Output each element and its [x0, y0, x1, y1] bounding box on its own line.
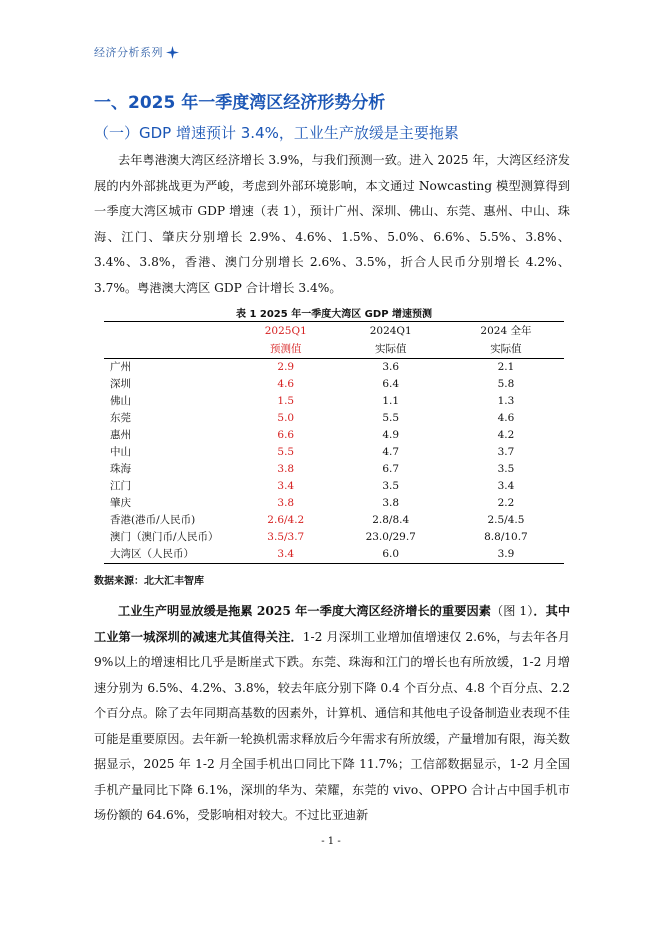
city-cell: 广州 [110, 361, 131, 373]
actual-2024-full-cell: 3.5 [497, 463, 515, 475]
actual-2024-full-cell: 3.4 [497, 480, 515, 492]
city-cell: 大湾区（人民币） [104, 546, 238, 564]
actual-2024-full-cell: 1.3 [497, 395, 515, 407]
city-cell: 惠州 [110, 429, 131, 441]
city-cell: 东莞 [110, 412, 131, 424]
series-label [94, 44, 179, 60]
table-row [104, 376, 564, 393]
actual-2024-full-cell: 4.2 [497, 429, 515, 441]
table-row [104, 546, 564, 564]
city-cell: 深圳 [110, 378, 131, 390]
city-cell: 澳门（澳门币/人民币） [110, 531, 219, 543]
subsection-title: （一）GDP 增速预计 3.4%，工业生产放缓是主要拖累 [94, 124, 459, 142]
forecast-cell: 3.8 [277, 497, 295, 509]
city-cell: 江门 [110, 480, 131, 492]
actual-2024q1-cell: 3.8 [382, 497, 400, 509]
actual-2024q1-cell: 3.6 [382, 361, 400, 373]
intro-paragraph: 去年粤港澳大湾区经济增长 3.9%，与我们预测一致。进入 2025 年，大湾区经济发展的内外部挑战更为严峻，考虑到外部环境影响，本文通过 Nowcasting 模型测算得到一季度大湾区城市 GDP 增速（表 1），预计广州、深圳、佛山、东莞、惠州、中山、珠海、江门、肇庆分别增长 2.9%、4.6%、1.5%、5.0%、6.6%、5.5%、3.8%、3.4%、3.8%，香港、澳门分别增长 2.6%、3.5%，折合人民币分别增长 4.2%、3.7%。粤港澳大湾区 GDP 合计增长 3.4%。 [94, 153, 570, 295]
page-number: - 1 - [321, 836, 341, 847]
actual-2024-full-cell: 5.8 [497, 378, 515, 390]
city-cell: 肇庆 [110, 497, 131, 509]
table-row [104, 427, 564, 444]
table-row [104, 529, 564, 546]
forecast-cell: 2.9 [277, 361, 295, 373]
actual-2024-full-cell: 4.6 [497, 412, 515, 424]
forecast-cell: 5.5 [277, 446, 295, 458]
city-cell: 珠海 [110, 463, 131, 475]
actual-2024q1-cell: 4.7 [382, 446, 400, 458]
header-2025q1: 2025Q1 [238, 322, 334, 341]
subheader-forecast: 预测值 [238, 340, 334, 359]
bold-lead: 工业生产明显放缓是拖累 2025 年一季度大湾区经济增长的重要因素 [118, 604, 491, 618]
table-subheader-row [104, 340, 564, 359]
table-row [104, 495, 564, 512]
series-label-text: 经济分析系列 [94, 46, 163, 59]
star-icon [166, 46, 179, 59]
forecast-cell: 3.4 [238, 546, 334, 564]
forecast-cell: 1.5 [277, 395, 295, 407]
actual-2024q1-cell: 5.5 [382, 412, 400, 424]
table-row [104, 478, 564, 495]
actual-2024q1-cell: 23.0/29.7 [365, 531, 416, 543]
forecast-cell: 5.0 [277, 412, 295, 424]
gdp-table [104, 321, 564, 564]
subheader-city [104, 340, 238, 359]
section-title: 一、2025 年一季度湾区经济形势分析 [94, 93, 386, 113]
actual-2024-full-cell: 2.1 [497, 361, 515, 373]
header-2024q1: 2024Q1 [334, 322, 448, 341]
actual-2024-full-cell: 3.9 [448, 546, 564, 564]
header-city [104, 322, 238, 341]
table-row [104, 461, 564, 478]
table-caption: 表 1 2025 年一季度大湾区 GDP 增速预测 [235, 309, 433, 320]
industry-paragraph [94, 599, 570, 829]
city-cell: 佛山 [110, 395, 131, 407]
table-row [104, 359, 564, 377]
header-2024-full: 2024 全年 [448, 322, 564, 341]
actual-2024-full-cell: 8.8/10.7 [484, 531, 528, 543]
table-header-row [104, 322, 564, 341]
table-row [104, 512, 564, 529]
actual-2024q1-cell: 2.8/8.4 [372, 514, 410, 526]
forecast-cell: 2.6/4.2 [267, 514, 305, 526]
forecast-cell: 6.6 [277, 429, 295, 441]
actual-2024q1-cell: 3.5 [382, 480, 400, 492]
actual-2024-full-cell: 3.7 [497, 446, 515, 458]
actual-2024q1-cell: 6.0 [334, 546, 448, 564]
actual-2024q1-cell: 6.4 [382, 378, 400, 390]
paragraph-body: 1-2 月深圳工业增加值增速仅 2.6%，与去年各月 9%以上的增速相比几乎是断崖式下跌。东莞、珠海和江门的增长也有所放缓，1-2 月增速分别为 6.5%、4.2%、3.8%，较去年底分别下降 0.4 个百分点、4.8 个百分点、2.2 个百分点。除了去年同期高基数的因素外，计算机、通信和其他电子设备制造业表现不佳可能是重要原因。去年新一轮换机需求释放后今年需求有所放缓，产量增加有限，海关数据显示，2025 年 1-2 月全国手机出口同比下降 11.7%；工信部数据显示，1-2 月全国手机产量同比下降 6.1%，深圳的华为、荣耀，东莞的 vivo、OPPO 合计占中国手机市场份额的 64.6%，受影响相对较大。不过比亚迪新 [94, 629, 571, 822]
forecast-cell: 3.8 [277, 463, 295, 475]
table-row [104, 444, 564, 461]
forecast-cell: 3.5/3.7 [267, 531, 305, 543]
forecast-cell: 3.4 [277, 480, 295, 492]
table-row [104, 410, 564, 427]
data-source: 数据来源：北大汇丰智库 [94, 576, 204, 587]
subheader-actual-full: 实际值 [448, 340, 564, 359]
forecast-cell: 4.6 [277, 378, 295, 390]
bold-end: ．其中工业第一城深圳的减速尤其值得关注． [94, 604, 571, 644]
actual-2024q1-cell: 4.9 [382, 429, 400, 441]
subheader-actual: 实际值 [334, 340, 448, 359]
city-cell: 香港(港币/人民币) [110, 514, 196, 526]
city-cell: 中山 [110, 446, 131, 458]
actual-2024-full-cell: 2.2 [497, 497, 515, 509]
actual-2024-full-cell: 2.5/4.5 [487, 514, 525, 526]
table-row [104, 393, 564, 410]
actual-2024q1-cell: 6.7 [382, 463, 400, 475]
actual-2024q1-cell: 1.1 [382, 395, 400, 407]
figure-reference: （图 1） [490, 604, 534, 618]
